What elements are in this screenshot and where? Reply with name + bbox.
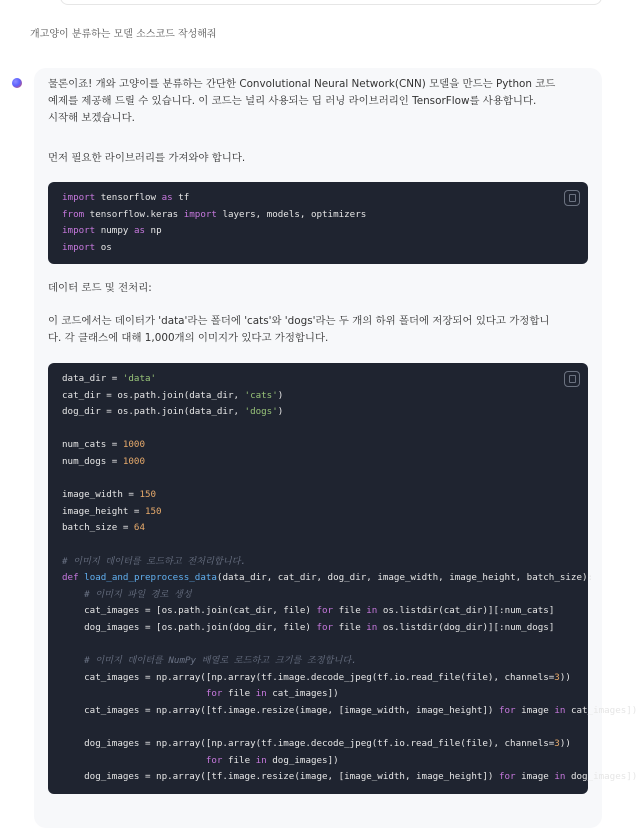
code-lines	[62, 190, 366, 256]
reply-intro-line: 예제를 제공해 드릴 수 있습니다. 이 코드는 널리 사용되는 딥 러닝 라이브러리인 TensorFlow를 사용합니다.	[48, 95, 537, 107]
import-heading: 먼저 필요한 라이브러리를 가져와야 합니다.	[48, 152, 246, 164]
code-token	[62, 589, 84, 600]
code-line	[62, 719, 637, 736]
code-token: in	[554, 771, 566, 783]
code-line	[62, 520, 637, 537]
code-token: as	[161, 192, 173, 203]
code-token: 'cats'	[244, 389, 278, 401]
code-token: dog_dir = os.path.join(data_dir,	[62, 406, 245, 418]
code-token: file	[222, 688, 256, 700]
code-token: for	[498, 704, 516, 716]
code-token: # 이미지 데이터를 로드하고 전처리합니다.	[62, 555, 247, 567]
code-line	[62, 487, 637, 504]
code-token: dog_images])	[266, 754, 339, 766]
code-token: dog_images = np.array([tf.image.resize(image, [image_width, image_height])	[62, 771, 499, 783]
code-line	[62, 190, 366, 207]
assistant-avatar-icon	[12, 78, 22, 88]
code-token: file	[333, 621, 367, 633]
code-token: dog_images = np.array([np.array(tf.image.decode_jpeg(tf.io.read_file(file), channels=	[62, 738, 555, 750]
data-description-line: 이 코드에서는 데이터가 'data'라는 폴더에 'cats'와 'dogs'라는 두 개의 하위 폴더에 저장되어 있다고 가정합니	[48, 315, 550, 327]
code-token: for	[205, 688, 223, 700]
code-token: in	[255, 754, 267, 766]
code-token: batch_size =	[62, 522, 134, 534]
code-token: in	[366, 605, 378, 617]
code-block-imports	[48, 182, 588, 264]
code-token: for	[316, 605, 334, 617]
code-token: dog_images = [os.path.join(dog_dir, file)	[62, 621, 317, 633]
code-token: 'data'	[122, 373, 157, 384]
code-token: import	[183, 208, 217, 220]
code-token: (data_dir, cat_dir, dog_dir, image_width, image_height, batch_size):	[216, 572, 594, 584]
code-line	[62, 437, 637, 454]
code-token: import	[62, 192, 96, 203]
code-token: load_and_preprocess_data	[84, 572, 217, 584]
code-line	[62, 454, 637, 471]
code-token: file	[222, 754, 256, 766]
code-line	[62, 240, 366, 257]
code-line	[62, 570, 637, 587]
code-token: os.listdir(dog_dir)][:num_dogs]	[377, 621, 555, 633]
code-line	[62, 207, 366, 224]
code-token: )	[277, 406, 284, 418]
code-token: in	[255, 688, 267, 700]
code-token: os	[95, 241, 112, 253]
code-line	[62, 537, 637, 554]
code-token: tensorflow	[95, 192, 162, 203]
code-token: cat_images = [os.path.join(cat_dir, file)	[62, 605, 317, 617]
reply-intro-line: 물론이죠! 개와 고양이를 분류하는 간단한 Convolutional Neural Network(CNN) 모델을 만드는 Python 코드	[48, 78, 556, 90]
code-token: )	[277, 389, 284, 401]
code-line	[62, 371, 637, 388]
code-token: as	[133, 225, 146, 237]
code-line	[62, 653, 637, 670]
code-token: ))	[559, 671, 571, 683]
code-token: num_cats =	[62, 439, 123, 451]
code-lines	[62, 371, 637, 786]
code-token: image_width =	[62, 489, 140, 501]
code-token: # 이미지 데이터를 NumPy 배열로 로드하고 크기를 조정합니다.	[84, 655, 357, 667]
code-token: data_dir =	[62, 373, 123, 384]
code-token: import	[62, 225, 96, 237]
code-token: 150	[139, 489, 157, 501]
code-token: layers, models, optimizers	[216, 208, 367, 220]
code-token: image_height =	[62, 505, 145, 517]
code-token: def	[62, 572, 79, 584]
code-line	[62, 587, 637, 604]
copy-code-button[interactable]	[564, 190, 580, 206]
code-token: cat_images])	[266, 688, 339, 700]
previous-message-card	[60, 0, 602, 5]
code-line	[62, 769, 637, 786]
code-token: cat_images])	[565, 704, 637, 716]
code-line	[62, 223, 366, 240]
user-message: 개고양이 분류하는 모델 소스코드 작성해줘	[30, 29, 217, 40]
code-line	[62, 703, 637, 720]
code-token: # 이미지 파일 경로 생성	[84, 588, 192, 600]
code-token: tensorflow.keras	[84, 208, 184, 220]
code-token: num_dogs =	[62, 455, 123, 467]
data-heading: 데이터 로드 및 전처리:	[48, 282, 152, 294]
code-token: 1000	[122, 439, 145, 451]
code-token: in	[554, 704, 566, 716]
code-token: 1000	[122, 455, 145, 467]
code-token	[62, 688, 206, 699]
code-token: 3	[554, 671, 560, 683]
code-line	[62, 554, 637, 571]
code-token: 3	[554, 738, 560, 750]
code-line	[62, 388, 637, 405]
code-line	[62, 753, 637, 770]
code-line	[62, 686, 637, 703]
code-token: numpy	[95, 225, 134, 237]
code-token: cat_images = np.array([np.array(tf.image.decode_jpeg(tf.io.read_file(file), channels=	[62, 671, 555, 683]
code-token: import	[62, 241, 96, 253]
code-token: image	[515, 771, 555, 783]
code-line	[62, 620, 637, 637]
code-line	[62, 471, 637, 488]
code-token: dog_images])	[565, 771, 637, 783]
data-description	[48, 313, 593, 347]
code-token: 150	[144, 505, 162, 517]
code-token: np	[145, 225, 162, 237]
code-token: for	[498, 771, 516, 783]
code-token: for	[205, 754, 223, 766]
reply-intro-line: 시작해 보겠습니다.	[48, 112, 135, 124]
code-token: tf	[172, 192, 190, 203]
code-token: cat_dir = os.path.join(data_dir,	[62, 389, 245, 401]
code-token: 'dogs'	[244, 406, 278, 418]
code-line	[62, 637, 637, 654]
code-line	[62, 736, 637, 753]
reply-intro	[48, 76, 593, 127]
code-token: os.listdir(cat_dir)][:num_cats]	[377, 605, 555, 617]
code-token: 64	[133, 522, 145, 534]
code-token: from	[62, 208, 85, 220]
code-token: cat_images = np.array([tf.image.resize(image, [image_width, image_height])	[62, 704, 499, 716]
code-token: file	[333, 605, 367, 617]
code-line	[62, 421, 637, 438]
code-token: ))	[559, 738, 571, 750]
code-token: image	[515, 704, 555, 716]
code-line	[62, 404, 637, 421]
code-line	[62, 670, 637, 687]
code-line	[62, 603, 637, 620]
code-token	[62, 755, 206, 766]
code-token	[62, 655, 84, 666]
code-block-data-loading	[48, 363, 637, 794]
code-token: in	[366, 621, 378, 633]
code-line	[62, 504, 637, 521]
data-description-line: 다. 각 클래스에 대해 1,000개의 이미지가 있다고 가정합니다.	[48, 332, 329, 344]
code-token: for	[316, 621, 334, 633]
